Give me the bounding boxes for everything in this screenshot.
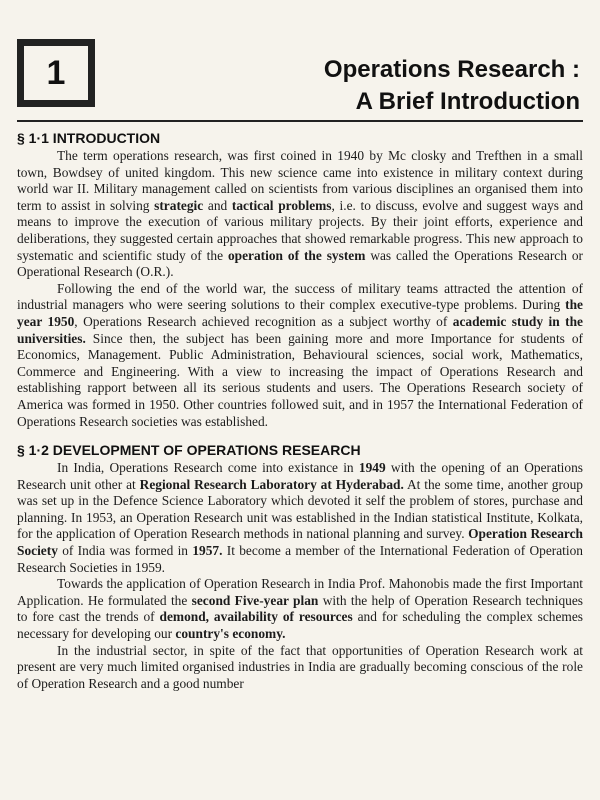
chapter-number-box — [17, 39, 95, 107]
chapter-title-line-1: Operations Research : — [323, 56, 580, 83]
bold-text: strategic — [154, 197, 204, 213]
text-run: and — [203, 197, 232, 213]
paragraph — [17, 148, 583, 281]
text-run: It become a member of the International Federation of Operation Research Societies in 1959. — [17, 543, 583, 575]
bold-text: Operation Research Society — [17, 526, 583, 559]
section-heading: § 1·1 INTRODUCTION — [17, 130, 161, 146]
bold-text: Regional Research Laboratory at Hyderabad. — [139, 476, 404, 492]
bold-text: second Five-year plan — [191, 592, 319, 608]
section-introduction — [17, 128, 583, 430]
bold-text: the year 1950 — [17, 297, 583, 329]
bold-text: 1949 — [358, 460, 386, 476]
text-run: Towards the application of Operation Research in India Prof. Mahonobis made the first Important Application. He formulated the — [17, 576, 583, 608]
text-run: Following the end of the world war, the success of military teams attracted the attention of industrial managers who were seering solutions to their complex executive-type problems. During — [17, 280, 583, 313]
bold-text: demond, availability of resources — [159, 609, 353, 625]
section-development — [17, 440, 583, 692]
text-run: was called the Operations Research or Operational Research (O.R.). — [17, 247, 583, 280]
bold-text: tactical problems — [231, 197, 332, 213]
bold-text: operation of the system — [227, 247, 366, 263]
page-content — [17, 128, 583, 692]
header-rule — [17, 120, 583, 122]
bold-text: 1957. — [192, 543, 223, 559]
text-run: Since then, the subject has been gaining more and more Importance for students of Economics, Management. Public Administration, Behavioural sciences, social work, Mathematics, Commerce and Engineering. With a view to increasing the impact of Operations Research and establishing rapport between all its serious students and users. The Operations Research society of America was formed in 1950. Other countries followed suit, and in 1957 the International Federation of Operations Research societies was established. — [17, 330, 583, 429]
text-run: , Operations Research achieved recognition as a subject worthy of — [74, 313, 453, 329]
text-run: with the opening of an Operations Research unit other at — [17, 460, 583, 492]
text-run: with the help of Operation Research techniques to fore cast the trends of — [17, 592, 584, 625]
text-run: In India, Operations Research come into existance in — [57, 460, 359, 476]
text-run: and for scheduling the complex schemes necessary for developing our — [17, 609, 583, 642]
chapter-number: 1 — [24, 46, 88, 100]
text-run: , i.e. to discuss, evolve and suggest ways and means to improve the execution of various military projects. By their joint efforts, experience and deliberations, they suggested certain approaches that showed remarkable progress. This new approach to systematic and scientific study of the — [17, 197, 584, 263]
text-run: At the some time, another group was set up in the Defence Science Laboratory which devoted it self the problem of stores, purchase and planning. In 1953, an Operation Research unit was established in the Indian statistical Institute, Kolkata, for the application of Operation Research methods in national planning and survey. — [17, 476, 583, 542]
bold-text: country's economy. — [175, 626, 286, 642]
paragraph — [17, 576, 583, 642]
chapter-title-line-2: A Brief Introduction — [355, 88, 580, 115]
paragraph — [17, 460, 583, 576]
paragraph — [17, 281, 583, 430]
paragraph — [17, 643, 583, 693]
text-run: The term operations research, was first coined in 1940 by Mc closky and Trefthen in a small town, Bowdsey of united kingdom. This new science came into existence in military context during world war II. Military management called on scientists from various disciplines an organised them into term to assist in solving — [17, 148, 583, 213]
chapter-title — [140, 54, 580, 118]
section-heading: § 1·2 DEVELOPMENT OF OPERATIONS RESEARCH — [17, 442, 361, 459]
bold-text: academic study in the universities. — [17, 313, 583, 346]
text-run: of India was formed in — [57, 543, 193, 559]
text-run: In the industrial sector, in spite of the fact that opportunities of Operation Research work at present are very much limited organised industries in India are gradually becoming conscious of the role of Operation Research and a good number — [17, 642, 583, 691]
